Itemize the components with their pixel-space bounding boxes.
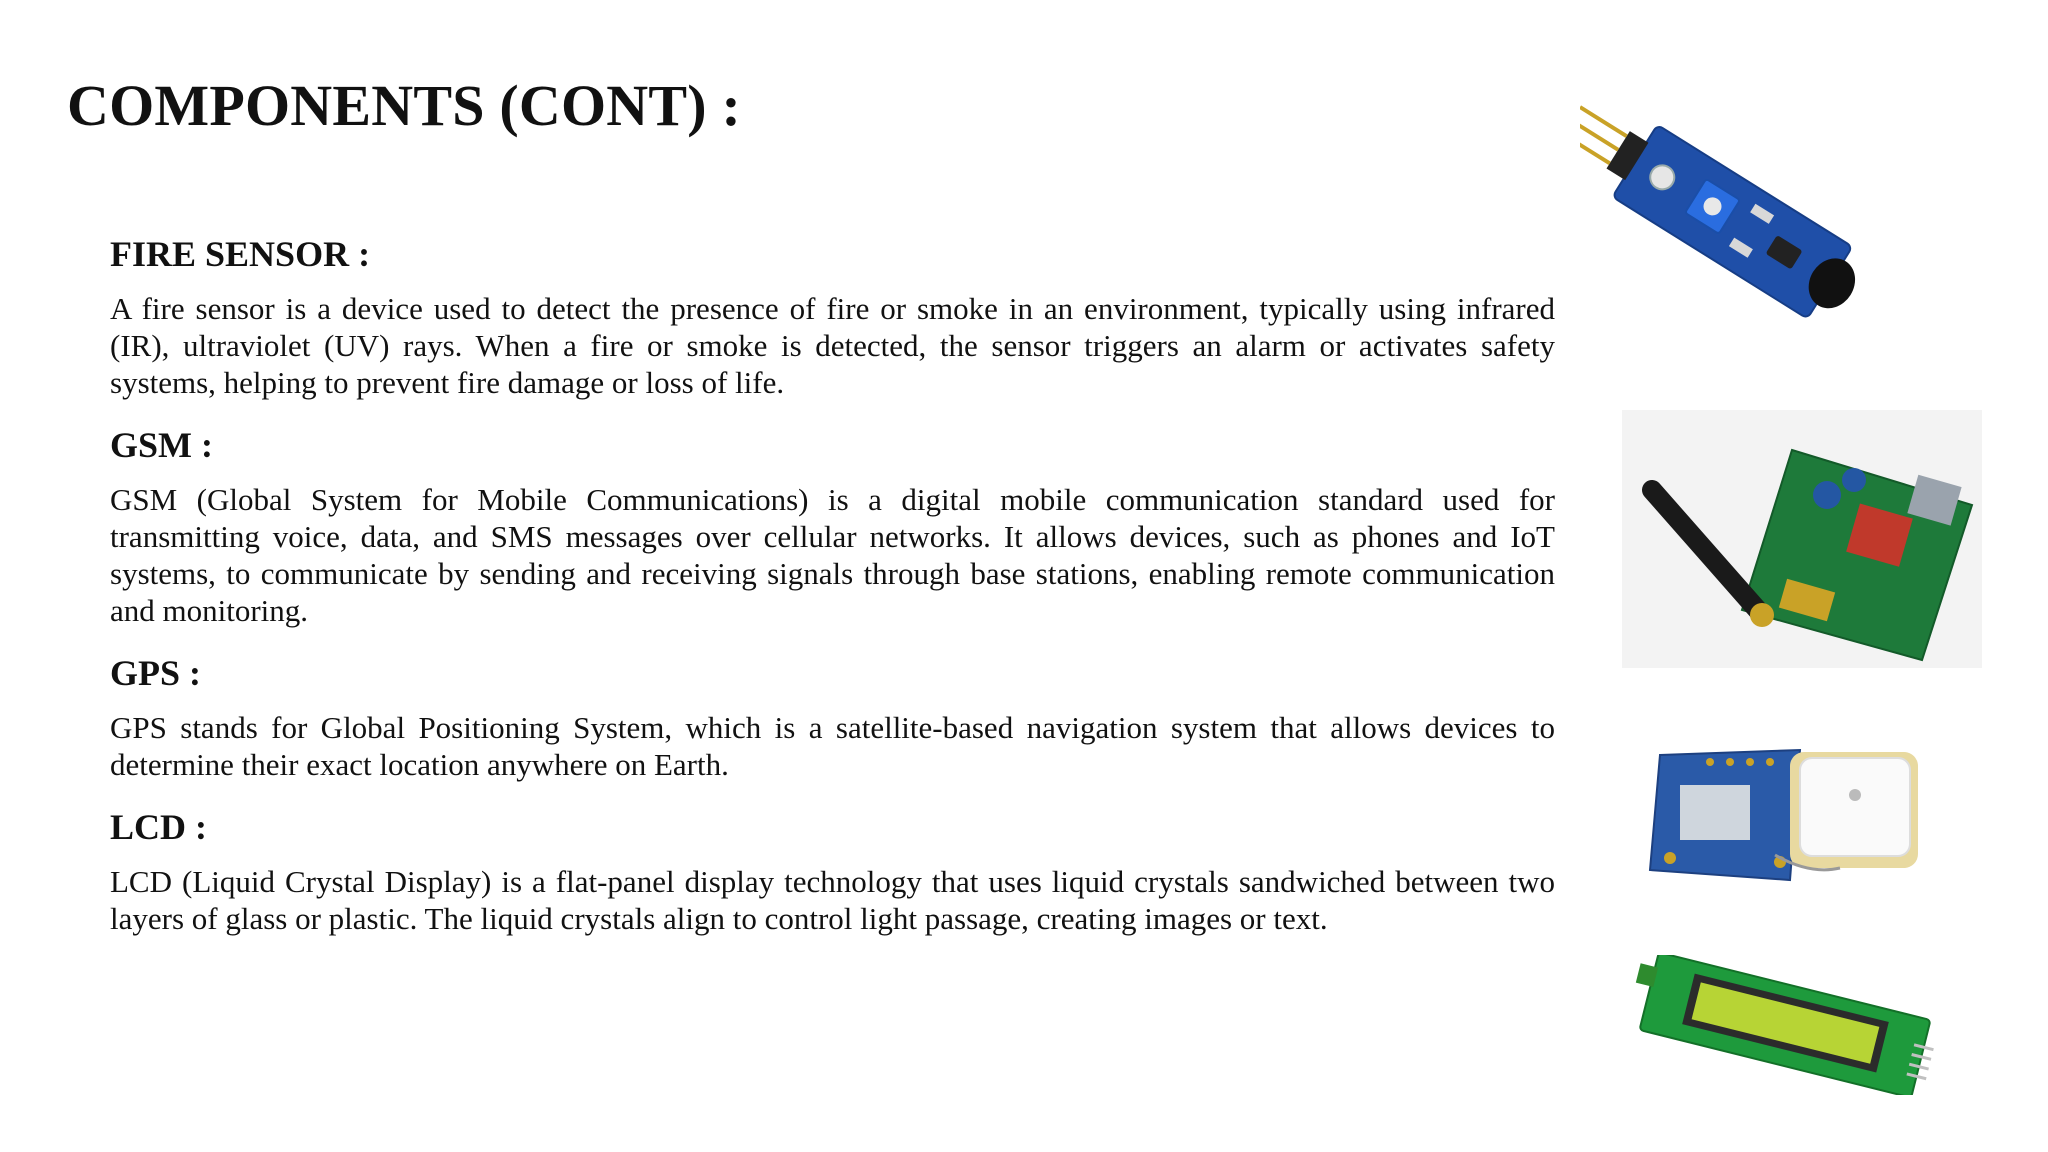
gsm-module-image <box>1622 410 1982 668</box>
gsm-heading: GSM : <box>110 425 213 465</box>
gps-heading: GPS : <box>110 653 202 693</box>
fire-sensor-image <box>1580 100 1880 370</box>
lcd-module-image <box>1630 955 1940 1095</box>
fire-sensor-heading: FIRE SENSOR : <box>110 234 371 274</box>
lcd-heading: LCD : <box>110 807 207 847</box>
gps-module-image <box>1640 740 1940 890</box>
lcd-text: LCD (Liquid Crystal Display) is a flat-panel display technology that uses liquid crystals sandwiched between two layers of glass or plastic. The liquid crystals align to control light passage, creating images or text. <box>110 864 1555 936</box>
components-content <box>110 228 1555 955</box>
gsm-text: GSM (Global System for Mobile Communications) is a digital mobile communication standard used for transmitting voice, data, and SMS messages over cellular networks. It allows devices, such as phones and IoT systems, to communicate by sending and receiving signals through base stations, enabling remote communication and monitoring. <box>110 482 1555 628</box>
gps-text: GPS stands for Global Positioning System, which is a satellite-based navigation system that allows devices to determine their exact location anywhere on Earth. <box>110 710 1555 782</box>
fire-sensor-text: A fire sensor is a device used to detect the presence of fire or smoke in an environment, typically using infrared (IR), ultraviolet (UV) rays. When a fire or smoke is detected, the sensor triggers an alarm or activates safety systems, helping to prevent fire damage or loss of life. <box>110 291 1555 400</box>
slide-title: COMPONENTS (CONT) : <box>67 73 742 138</box>
